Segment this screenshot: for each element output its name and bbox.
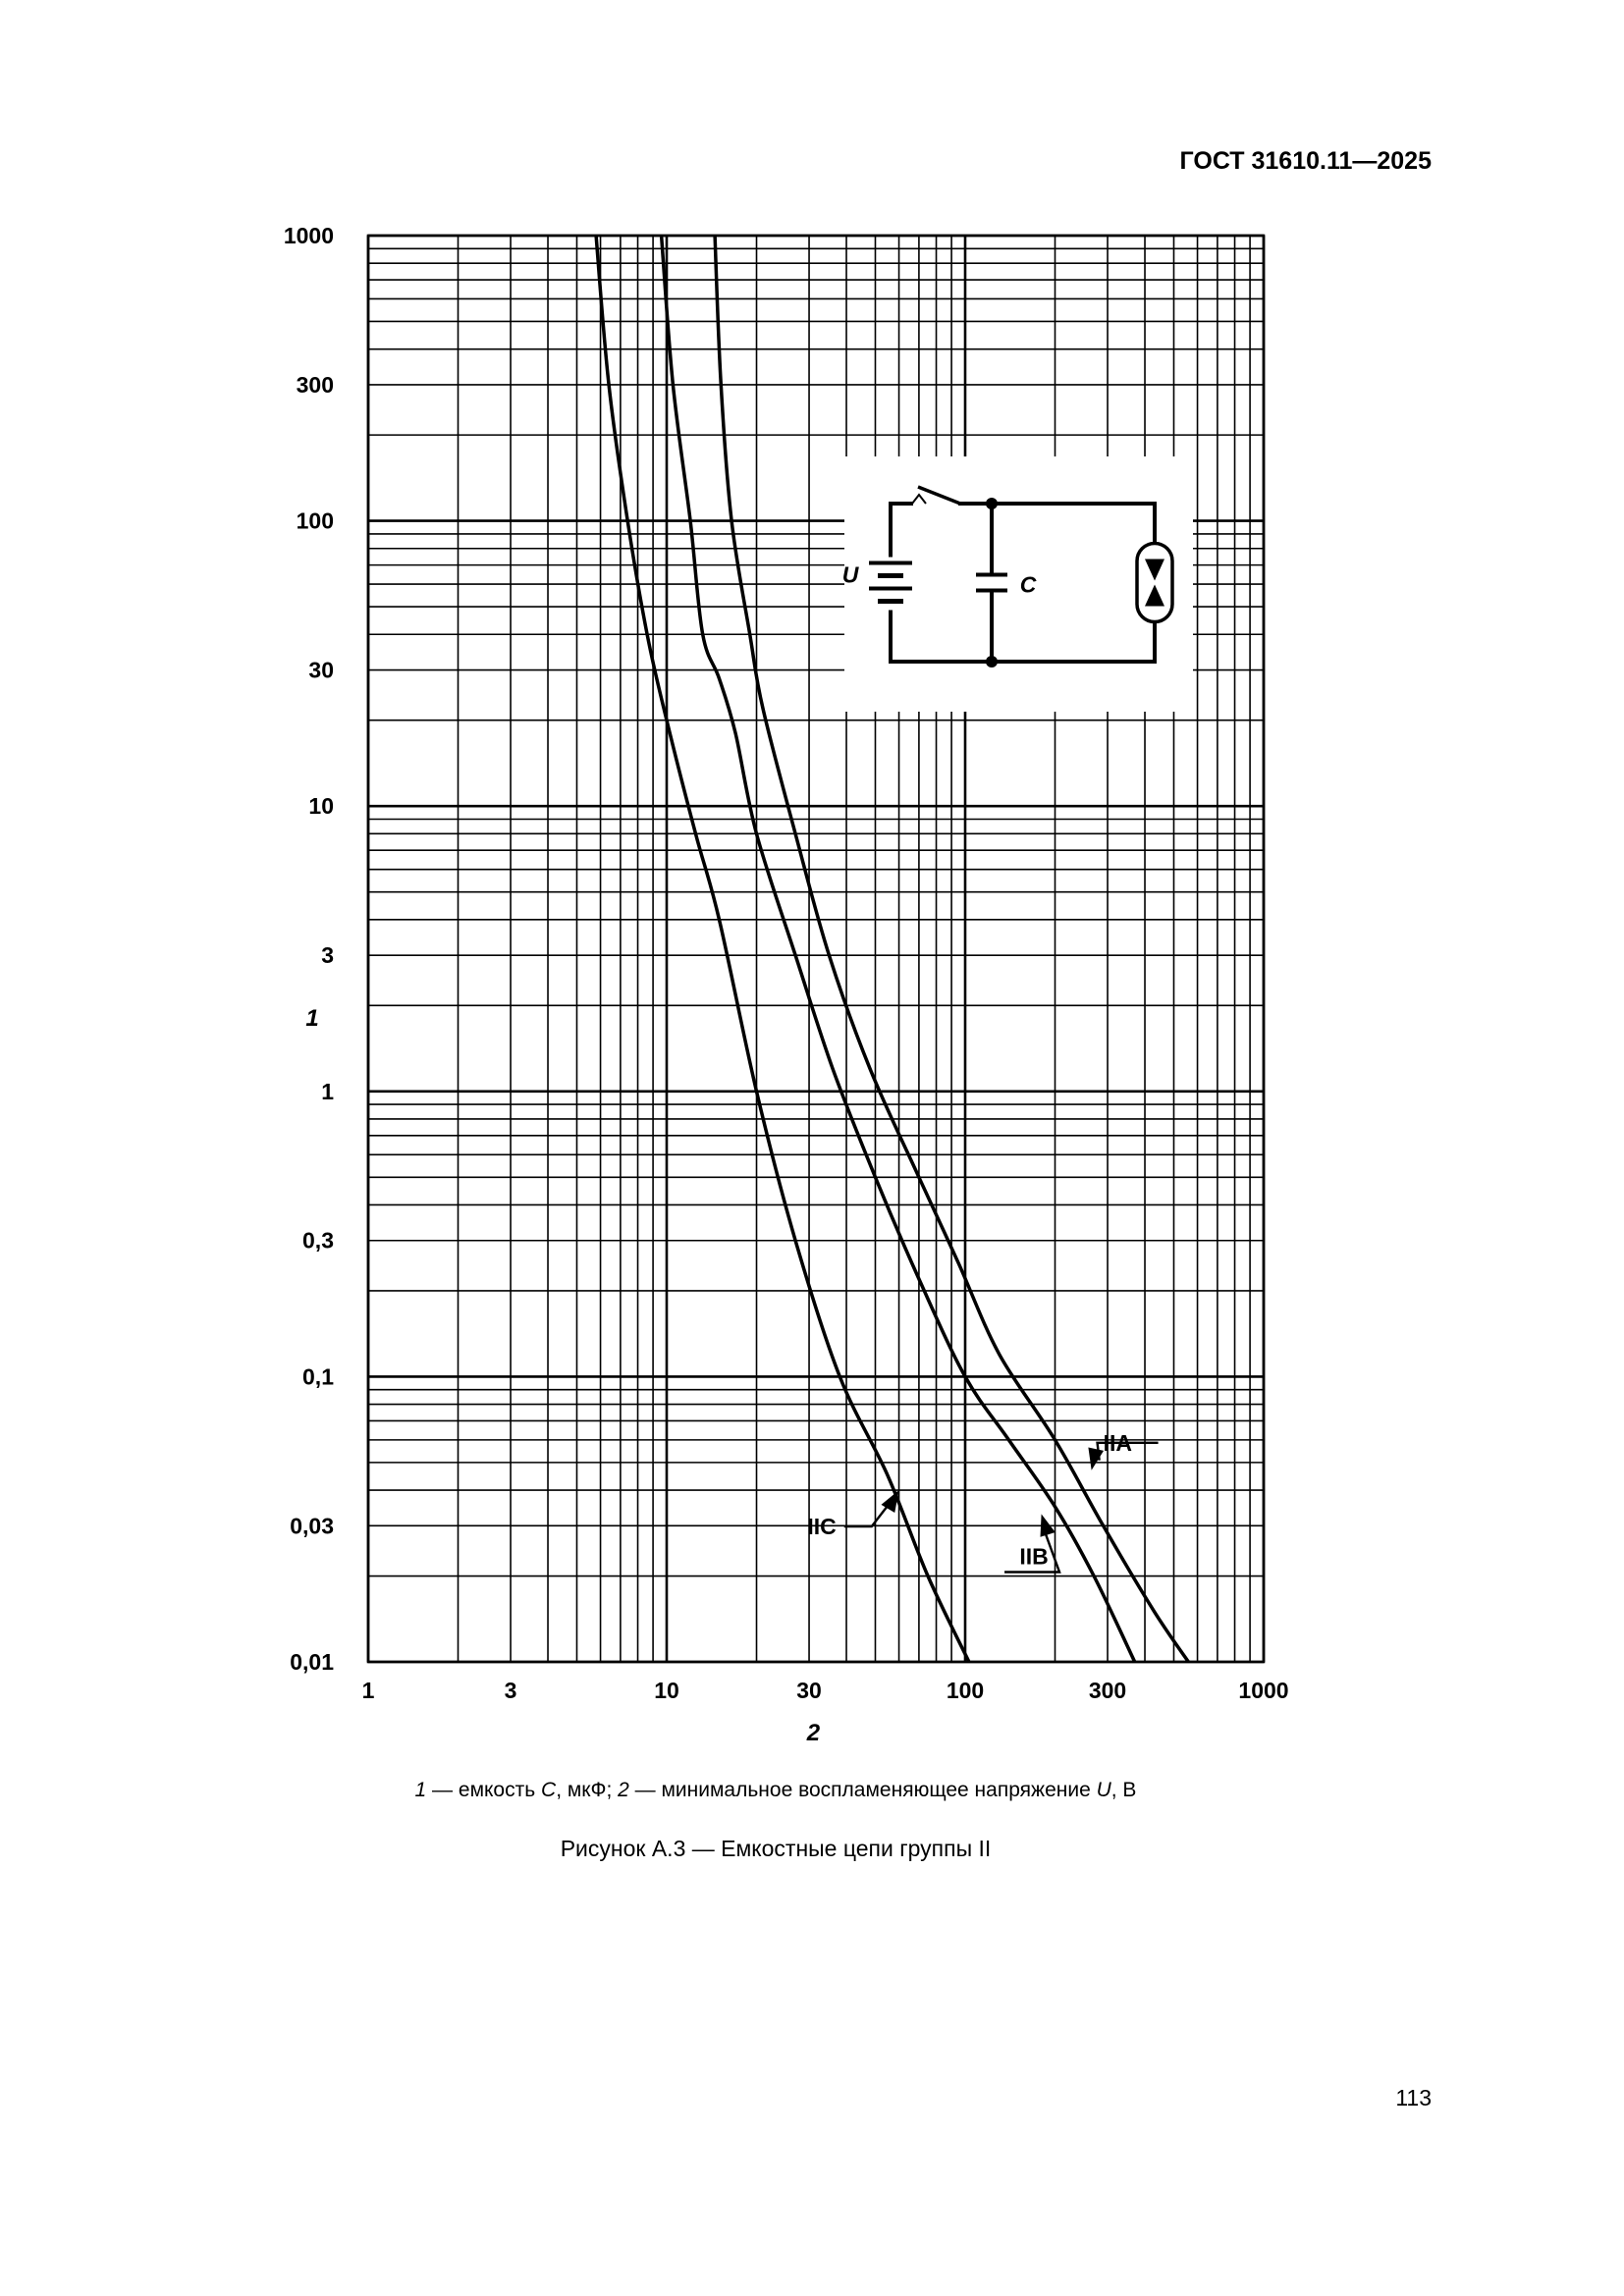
series-line-iib xyxy=(662,236,1135,1662)
y-tick-label: 0,1 xyxy=(302,1363,334,1390)
y-tick-label: 0,3 xyxy=(302,1227,334,1254)
junction-dot xyxy=(986,656,998,667)
legend-x-number: 2 xyxy=(618,1779,629,1801)
inset-voltage-label: U xyxy=(841,561,859,588)
x-tick-label: 30 xyxy=(796,1678,822,1703)
y-tick-label: 3 xyxy=(321,942,334,969)
y-tick-label: 0,01 xyxy=(290,1649,334,1675)
page-number: 113 xyxy=(1395,2085,1432,2110)
x-tick-label: 1000 xyxy=(1238,1678,1289,1703)
x-tick-label: 1 xyxy=(361,1678,375,1703)
x-tick-label: 100 xyxy=(946,1678,985,1703)
series-annotations xyxy=(807,1430,1158,1573)
spark-gap-icon xyxy=(1137,544,1172,622)
y-tick-label: 10 xyxy=(308,793,334,820)
x-tick-label: 3 xyxy=(504,1678,517,1703)
y-tick-label: 1 xyxy=(321,1078,334,1104)
legend-y-number: 1 xyxy=(414,1779,427,1801)
y-tick-label: 0,03 xyxy=(290,1513,334,1539)
circuit-inset xyxy=(842,456,1193,712)
series-label-iia: IIA xyxy=(1103,1429,1132,1456)
figure-caption: Рисунок А.3 — Емкостные цепи группы II xyxy=(560,1836,992,1861)
figure-legend xyxy=(0,1779,1551,1802)
x-tick-label: 300 xyxy=(1088,1678,1127,1703)
x-axis-label: 2 xyxy=(806,1720,821,1746)
legend-y-text-b: , мкФ; xyxy=(556,1779,619,1801)
inset-capacitance-label: C xyxy=(1019,571,1037,598)
legend-x-text-b: , В xyxy=(1110,1779,1137,1801)
series-line-iic xyxy=(596,236,969,1662)
legend-y-variable: C xyxy=(541,1779,557,1801)
arrowhead-iia xyxy=(1088,1448,1104,1470)
tick-labels xyxy=(284,223,1289,1703)
legend-x-text-a: — минимальное воспламеняющее напряжение xyxy=(628,1779,1097,1801)
legend-y-text-a: — емкость xyxy=(426,1779,542,1801)
x-tick-label: 10 xyxy=(654,1678,679,1703)
leader-line-iic xyxy=(844,1504,890,1526)
y-tick-label: 1000 xyxy=(283,223,334,248)
y-tick-label: 30 xyxy=(308,657,334,683)
y-tick-label: 300 xyxy=(296,371,334,398)
series-curves xyxy=(596,236,1188,1662)
document-header: ГОСТ 31610.11—2025 xyxy=(1179,147,1432,175)
y-axis-label: 1 xyxy=(305,1004,319,1032)
junction-dot xyxy=(986,498,998,509)
y-tick-label: 100 xyxy=(296,507,334,534)
legend-x-variable: U xyxy=(1096,1779,1111,1801)
series-label-iic: IIC xyxy=(807,1514,837,1540)
series-label-iib: IIB xyxy=(1019,1543,1049,1570)
